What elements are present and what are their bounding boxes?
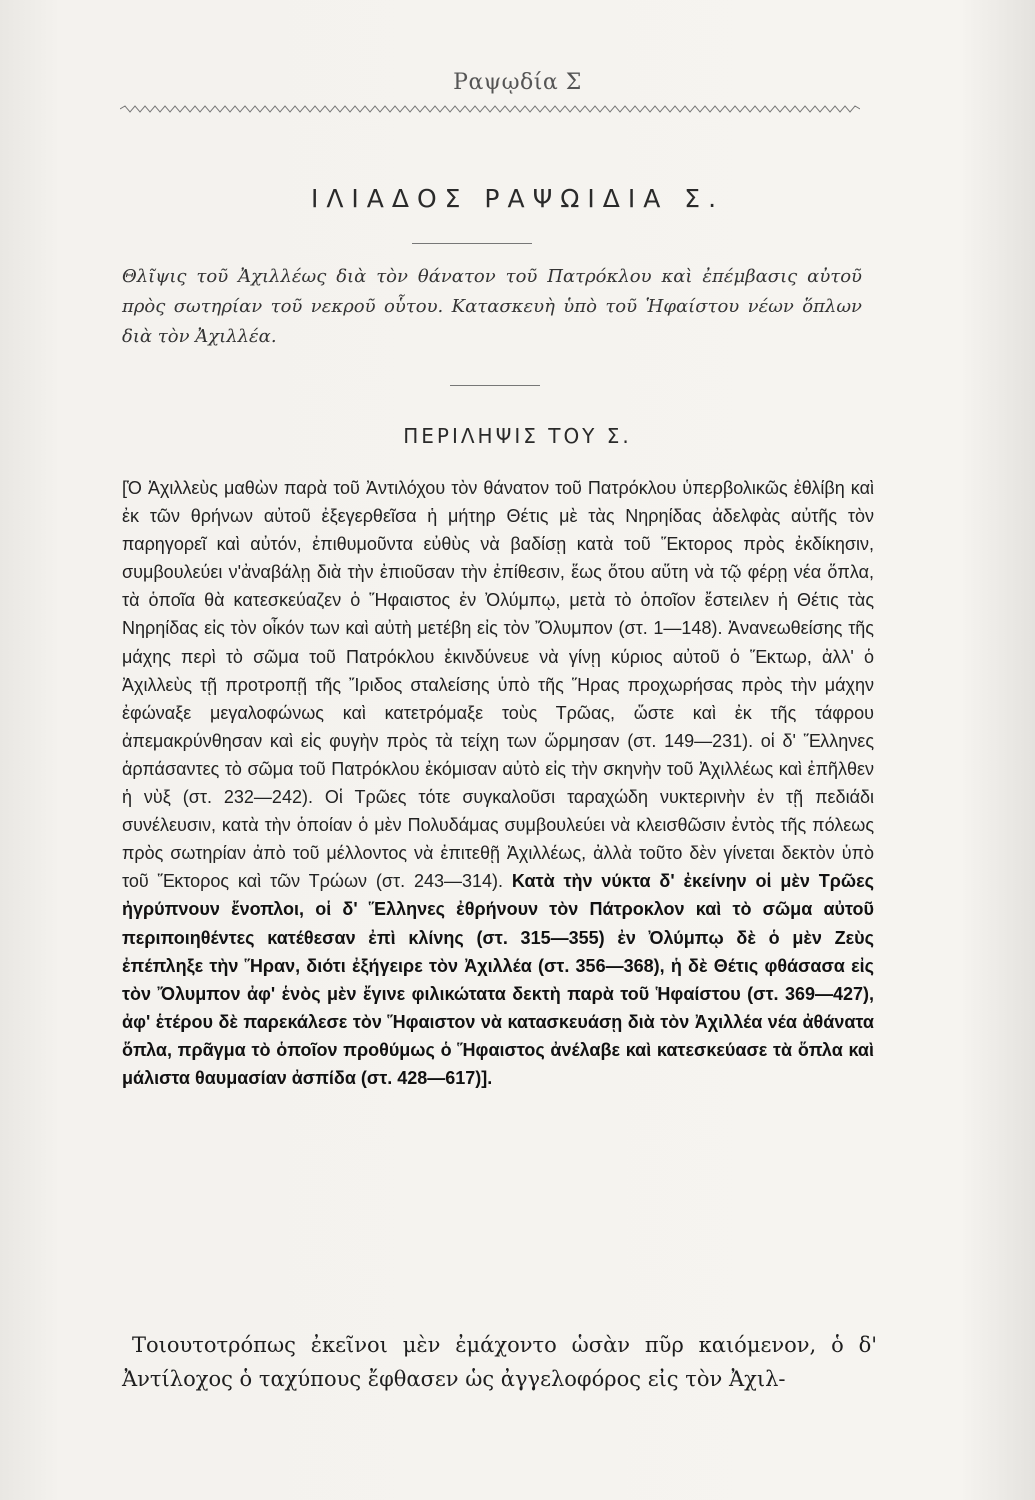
argument-italic: Θλῖψις τοῦ Ἀχιλλέως διὰ τὸν θάνατον τοῦ Πατρόκλου καὶ ἐπέμβασις αὐτοῦ πρὸς σωτηρίαν τοῦ νεκροῦ οὗτου. Κατασκευὴ ὑπὸ τοῦ Ἡφαίστου νέων ὅπλων διὰ τὸν Ἀχιλλέα. xyxy=(122,266,862,347)
body-paragraph: Τοιουτοτρόπως ἐκεῖνοι μὲν ἐμάχοντο ὡσὰν πῦρ καιόμενον, ὁ δ' Ἀντίλοχος ὁ ταχύπους ἔφθασεν ὡς ἀγγελοφόρος εἰς τὸν Ἀχιλ- xyxy=(122,1333,877,1391)
summary-paragraph xyxy=(122,474,874,1092)
running-head: Ραψῳδία Σ xyxy=(453,70,582,95)
wavy-ornament-rule xyxy=(120,104,860,114)
title-divider xyxy=(412,243,532,244)
summary-text-regular: [Ὁ Ἀχιλλεὺς μαθὼν παρὰ τοῦ Ἀντιλόχου τὸν θάνατον τοῦ Πατρόκλου ὑπερβολικῶς ἐθλίβη καὶ ἐκ τῶν θρήνων αὐτοῦ ἐξεγερθεῖσα ἡ μήτηρ Θέτις μὲ τὰς Νηρηίδας ἀδελφὰς αὐτῆς τὸν παρηγορεῖ καὶ αὐτόν, ἐπιθυμοῦντα εὐθὺς νὰ βαδίσῃ κατὰ τοῦ Ἕκτορος πρὸς ἐκδίκησιν, συμβουλεύει ν'ἀναβάλῃ διὰ τὴν ἐπιοῦσαν τὴν ἐπίθεσιν, ἕως ὅτου αὕτη νὰ τῷ φέρῃ νέα ὅπλα, τὰ ὁποῖα θὰ κατεσκεύαζεν ὁ Ἥφαιστος ἐν Ὀλύμπῳ, μετὰ τὸ ὁποῖον ἔστειλεν ἡ Θέτις τὰς Νηρηίδας εἰς τὸν οἶκόν των καὶ αὐτὴ μετέβη εἰς τὸν Ὄλυμπον (στ. 1—148). Ἀνανεωθείσης τῆς μάχης περὶ τὸ σῶμα τοῦ Πατρόκλου ἐκινδύνευε νὰ γίνῃ κύριος αὐτοῦ ὁ Ἕκτωρ, ἀλλ' ὁ Ἀχιλλεὺς τῇ προτροπῇ τῆς Ἴριδος σταλείσης ὑπὸ τῆς Ἥρας προχωρήσας πρὸς τὴν μάχην ἐφώναξε μεγαλοφώνως καὶ κατετρόμαξε τοὺς Τρῶας, ὥστε καὶ ἐκ τῆς τάφρου ἀπεμακρύνθησαν καὶ εἰς φυγὴν πρὸς τὰ τείχη των ὥρμησαν (στ. 149—231). οἱ δ' Ἕλληνες ἁρπάσαντες τὸ σῶμα τοῦ Πατρόκλου ἐκόμισαν αὐτὸ εἰς τὴν σκηνὴν τοῦ Ἀχιλλέως καὶ ἐπῆλθεν ἡ νὺξ (στ. 232—242). Οἱ Τρῶες τότε συγκαλοῦσι ταραχώδη νυκτερινὴν ἐν τῇ πεδιάδι συνέλευσιν, κατὰ τὴν ὁποίαν ὁ μὲν Πολυδάμας συμβουλεύει νὰ κλεισθῶσιν ἐντὸς τῆς πόλεως πρὸς σωτηρίαν ἀπὸ τοῦ μέλλοντος νὰ ἐπιτεθῇ Ἀχιλλέως, ἀλλὰ τοῦτο δὲν γίνεται δεκτὸν ὑπὸ τοῦ Ἕκτορος καὶ τῶν Τρώων (στ. 243—314). xyxy=(122,478,874,892)
summary-text-bold: Κατὰ τὴν νύκτα δ' ἐκείνην οἱ μὲν Τρῶες ἠγρύπνουν ἔνοπλοι, οἱ δ' Ἕλληνες ἐθρήνουν τὸν Πάτροκλον καὶ τὸ σῶμα αὐτοῦ περιποιηθέντες κατέθεσαν ἐπὶ κλίνης (στ. 315—355) ἐν Ὀλύμπῳ δὲ ὁ μὲν Ζεὺς ἐπέπληξε τὴν Ἥραν, διότι ἐξήγειρε τὸν Ἀχιλλέα (στ. 356—368), ἡ δὲ Θέτις φθάσασα εἰς τὸν Ὄλυμπον ἀφ' ἑνὸς μὲν ἔγινε φιλικώτατα δεκτὴ παρὰ τοῦ Ἡφαίστου (στ. 369—427), ἀφ' ἑτέρου δὲ παρεκάλεσε τὸν Ἥφαιστον νὰ κατασκευάσῃ διὰ τὸν Ἀχιλλέα νέα ἀθάνατα ὅπλα, πρᾶγμα τὸ ὁποῖον προθύμως ὁ Ἥφαιστος ἀνέλαβε καὶ κατεσκεύασε τὰ ὅπλα καὶ μάλιστα θαυμασίαν ἀσπίδα (στ. 428—617)]. xyxy=(122,871,874,1088)
summary-heading: ΠΕΡΙΛΗΨΙΣ ΤΟΥ Σ. xyxy=(403,424,632,448)
argument-divider xyxy=(450,385,540,386)
rhapsody-title: ΙΛΙΑΔΟΣ ΡΑΨΩΙΔΙΑ Σ. xyxy=(310,184,725,213)
